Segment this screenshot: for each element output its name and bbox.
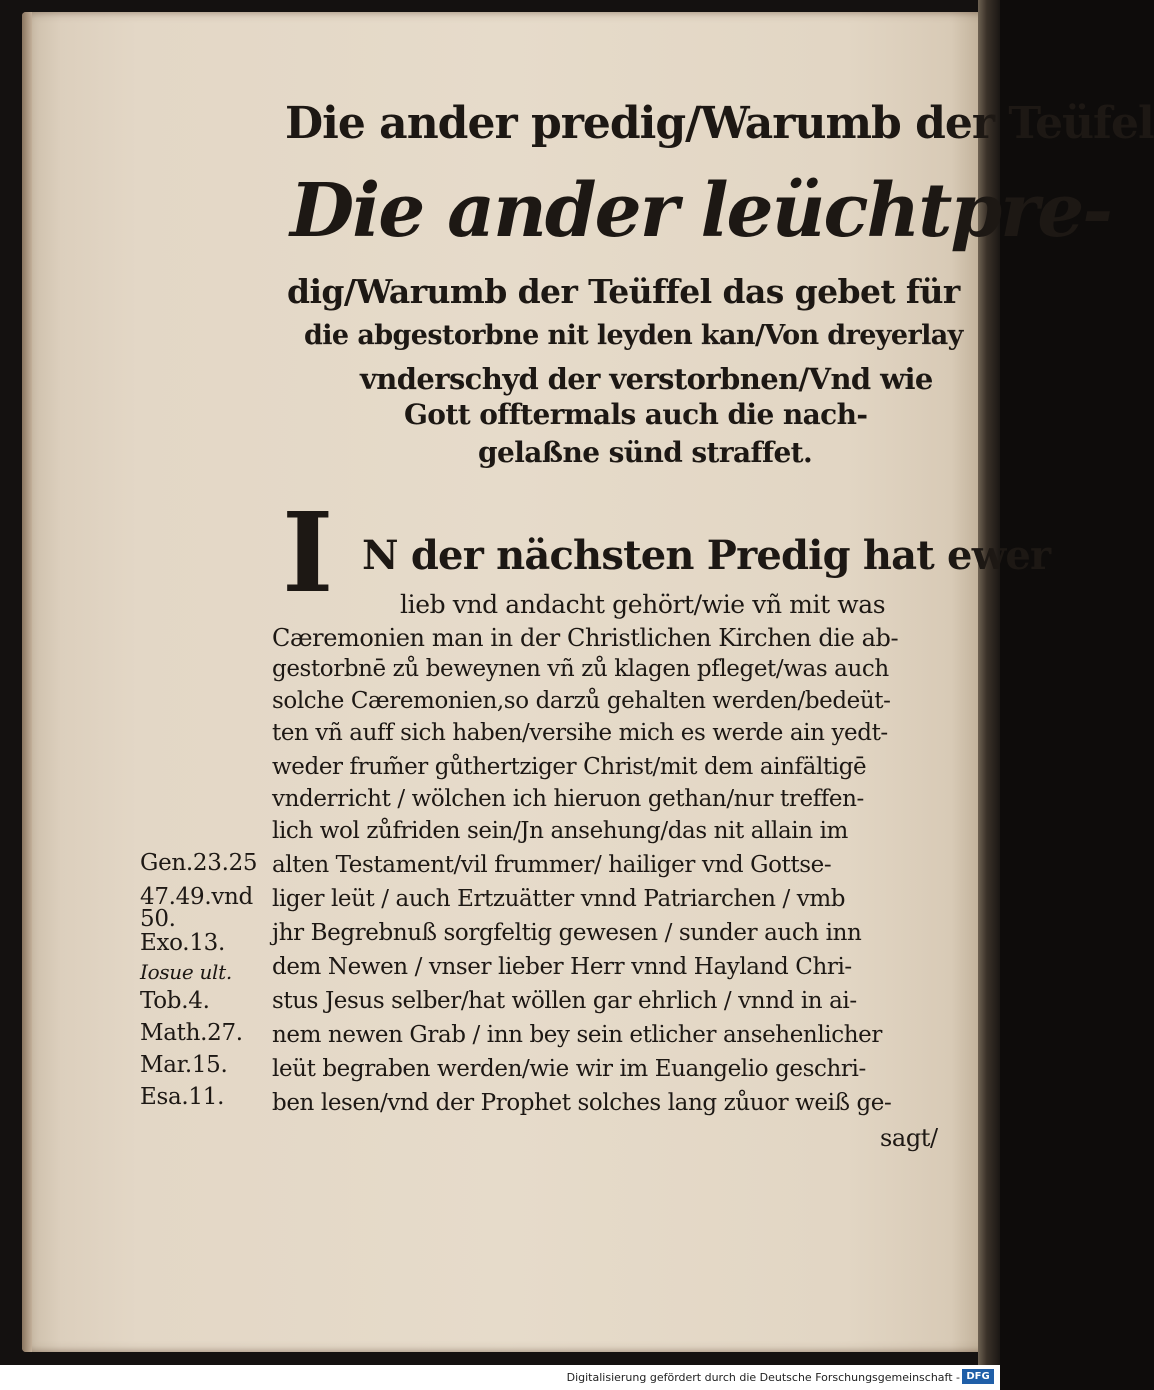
- dfg-logo[interactable]: DFG: [962, 1369, 994, 1384]
- body-line: gestorbnē zů beweynen vñ zů klagen pfleget/was auch: [272, 656, 889, 682]
- title-line: vnderschyd der verstorbnen/Vnd wie: [360, 362, 933, 396]
- margin-note: Mar.15.: [140, 1052, 228, 1078]
- body-line: lieb vnd andacht gehört/wie vñ mit was: [400, 590, 886, 619]
- margin-note: Math.27.: [140, 1020, 243, 1046]
- running-title: Die ander predig/Warumb der Teüfel: [285, 98, 1154, 149]
- body-line: ten vñ auff sich haben/versihe mich es werde ain yedt-: [272, 720, 888, 746]
- margin-note: Gen.23.25: [140, 850, 258, 876]
- margin-note: Esa.11.: [140, 1084, 225, 1110]
- margin-note: Tob.4.: [140, 988, 210, 1014]
- funding-notice: Digitalisierung gefördert durch die Deutsche Forschungsgemeinschaft -: [566, 1371, 960, 1384]
- body-line: alten Testament/vil frummer/ hailiger vnd Gottse-: [272, 852, 832, 878]
- body-line: sagt/: [880, 1124, 938, 1152]
- title-line: dig/Warumb der Teüffel das gebet für: [287, 272, 960, 311]
- first-line: N der nächsten Predig hat ewer: [362, 532, 1051, 579]
- body-line: ben lesen/vnd der Prophet solches lang zůuor weiß ge-: [272, 1090, 892, 1116]
- title-line: die abgestorbne nit leyden kan/Von dreyerlay: [304, 320, 963, 351]
- page-gutter: [22, 12, 32, 1352]
- body-line: solche Cæremonien,so darzů gehalten werden/bedeüt-: [272, 688, 891, 714]
- body-line: jhr Begrebnuß sorgfeltig gewesen / sunder auch inn: [272, 920, 862, 946]
- margin-note: 47.49.vnd: [140, 884, 253, 910]
- body-line: liger leüt / auch Ertzuätter vnnd Patriarchen / vmb: [272, 886, 846, 912]
- body-line: weder frum̃er gůthertziger Christ/mit dem ainfältigē: [272, 754, 867, 780]
- body-line: leüt begraben werden/wie wir im Euangelio geschri-: [272, 1056, 866, 1082]
- margin-note: Iosue ult.: [140, 960, 232, 984]
- body-line: dem Newen / vnser lieber Herr vnnd Hayland Chri-: [272, 954, 852, 980]
- title-line: gelaßne sünd straffet.: [478, 436, 813, 469]
- body-line: lich wol zůfriden sein/Jn ansehung/das nit allain im: [272, 818, 848, 844]
- drop-initial: I: [282, 488, 334, 617]
- title-line: Gott offtermals auch die nach-: [404, 398, 868, 431]
- margin-note: Exo.13.: [140, 930, 225, 956]
- body-line: vnderricht / wölchen ich hieruon gethan/nur treffen-: [272, 786, 864, 812]
- body-line: stus Jesus selber/hat wöllen gar ehrlich / vnnd in ai-: [272, 988, 857, 1014]
- margin-note: 50.: [140, 906, 176, 932]
- body-line: Cæremonien man in der Christlichen Kirchen die ab-: [272, 624, 899, 652]
- sermon-title: Die ander leüchtpre-: [290, 168, 1112, 254]
- body-line: nem newen Grab / inn bey sein etlicher ansehenlicher: [272, 1022, 882, 1048]
